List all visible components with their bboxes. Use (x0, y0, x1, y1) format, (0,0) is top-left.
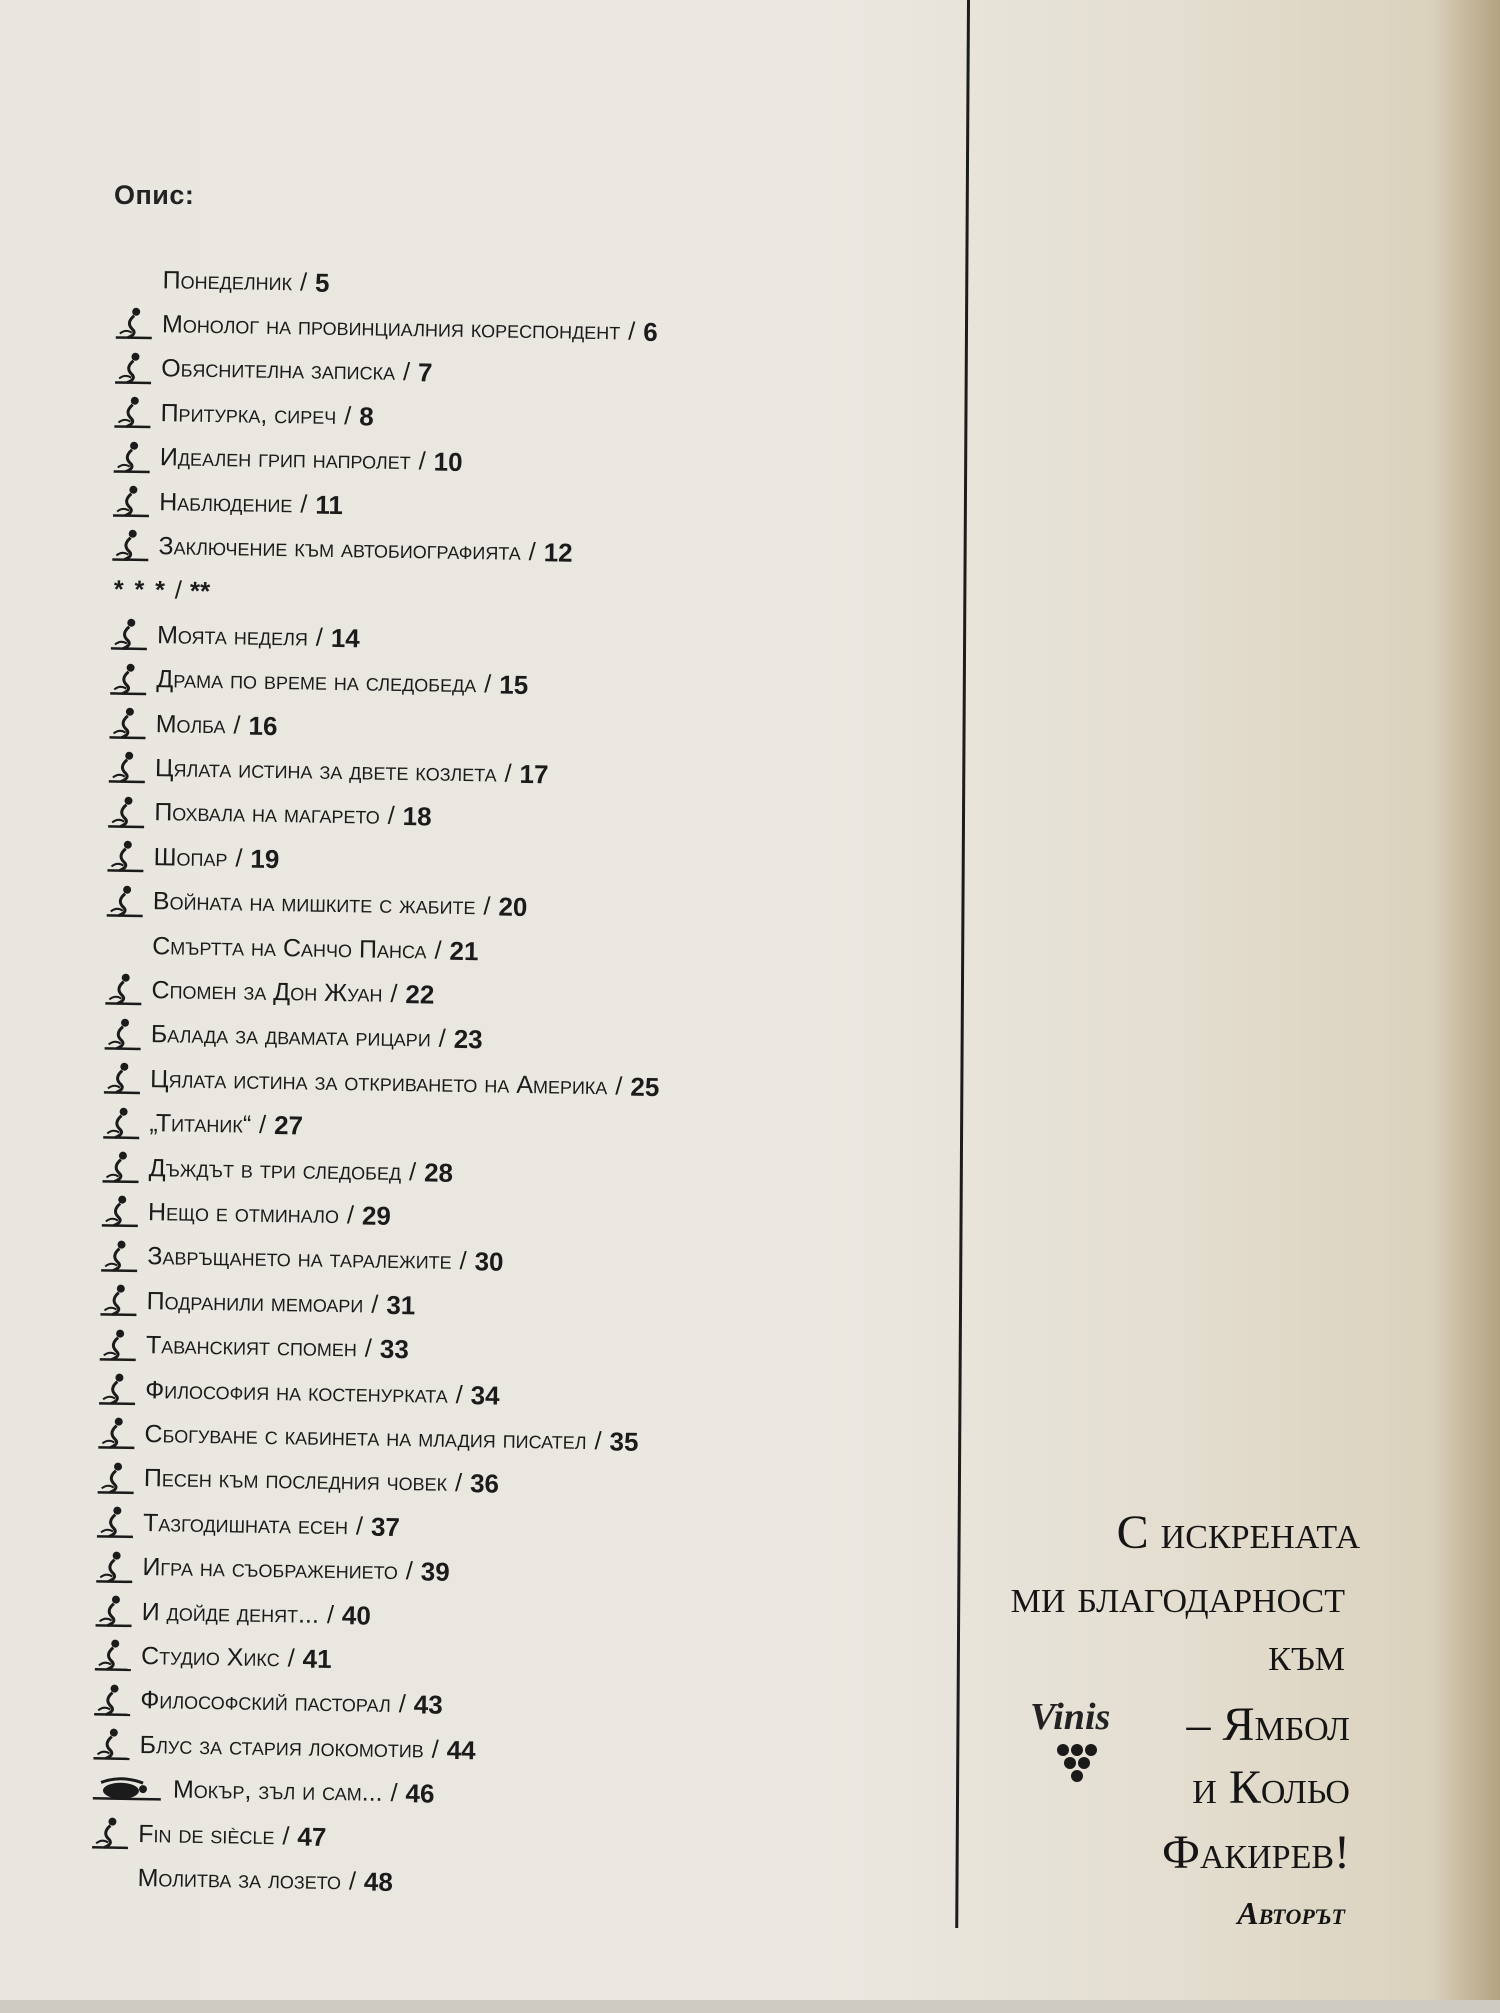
toc-entry-page: 14 (330, 622, 360, 654)
toc-entry-page: 39 (420, 1556, 450, 1587)
toc-separator: / (346, 1201, 355, 1230)
toc-entry (92, 1680, 443, 1725)
toc-separator: / (282, 1821, 290, 1850)
toc-entry-page: 20 (498, 891, 528, 923)
toc-entry-page: 8 (358, 400, 374, 432)
toc-entry (114, 259, 329, 302)
toc-entry-title: „Титаник“ (149, 1109, 252, 1139)
quill-icon (97, 1372, 142, 1407)
toc-entry-title: Таванският спомен (145, 1331, 358, 1363)
toc-entry-page: 17 (519, 758, 549, 790)
toc-entry-title: Молитва за лозето (137, 1863, 342, 1896)
toc-entry-page: 48 (363, 1866, 394, 1897)
toc-entry-title: Нещо е отминало (147, 1197, 340, 1229)
toc-entry (94, 1547, 450, 1593)
toc-separator: / (484, 670, 492, 699)
page-edge-shadow (1430, 0, 1500, 2000)
toc-entry-title: Драма по време на следобеда (156, 665, 477, 699)
toc-separator: / (235, 844, 243, 873)
toc-entry (108, 659, 528, 706)
toc-separator: / (371, 1290, 379, 1319)
toc-entry-page: 23 (453, 1024, 483, 1055)
toc-separator: / (483, 892, 491, 921)
quill-icon (109, 618, 154, 653)
toc-entry-title: Сбогуване с кабинета на младия писател (144, 1419, 587, 1455)
toc-separator: / (326, 1600, 335, 1629)
toc-entry (107, 703, 277, 746)
quill-icon (110, 529, 155, 564)
toc-entry-title: Понеделник (162, 265, 293, 296)
toc-entry-title: Войната на мишките с жабите (152, 887, 476, 921)
quill-icon (105, 884, 150, 919)
toc-entry-title: Заключение към автобиографията (158, 532, 521, 566)
quill-icon (100, 1150, 145, 1185)
toc-entry (104, 925, 479, 971)
toc-entry-title: Спомен за Дон Жуан (151, 976, 383, 1008)
toc-separator: / (174, 576, 183, 605)
toc-separator: / (615, 1072, 623, 1101)
toc-entry-title: Философский пасторал (140, 1686, 392, 1719)
quill-icon (98, 1284, 143, 1319)
toc-separator: / (431, 1735, 439, 1764)
toc-heading: Опис: (114, 180, 195, 210)
quill-icon (91, 1727, 136, 1762)
toc-entry (89, 1858, 393, 1903)
quill-icon (99, 1239, 144, 1274)
toc-entry-page: 6 (642, 316, 658, 347)
toc-entry (96, 1458, 500, 1504)
toc-entry (100, 1147, 453, 1193)
toc-separator: / (299, 267, 308, 296)
toc-entry-title: Тазгодишната есен (142, 1508, 349, 1540)
bird-icon (91, 1772, 170, 1807)
quill-icon (101, 1106, 146, 1141)
toc-entry-page: 18 (402, 801, 432, 832)
toc-separator: / (402, 358, 411, 387)
quill-icon (114, 307, 159, 342)
toc-separator: / (628, 317, 636, 346)
quill-icon (95, 1505, 140, 1540)
quill-icon (102, 1062, 147, 1097)
toc-entry-page: 41 (302, 1643, 332, 1674)
quill-icon (111, 484, 156, 519)
toc-separator: / (233, 710, 241, 739)
toc-separator: / (348, 1867, 357, 1896)
quill-icon (96, 1417, 141, 1452)
dedication-line-1: С искрената (1116, 1506, 1360, 1559)
toc-entry-title: Смъртта на Санчо Панса (152, 931, 427, 964)
toc-entry-title: Монолог на провинциалния кореспондент (161, 310, 621, 346)
quill-icon (103, 973, 148, 1008)
toc-entry (91, 1724, 476, 1770)
toc-separator: / (258, 1110, 267, 1140)
toc-separator: / (387, 802, 395, 831)
toc-entry-page: 43 (413, 1689, 443, 1721)
toc-entry (103, 970, 434, 1015)
toc-entry-title: Философия на костенурката (145, 1375, 448, 1409)
quill-icon (112, 440, 157, 475)
toc-entry-page: 11 (315, 489, 344, 520)
toc-entry-title: Моята неделя (156, 620, 309, 652)
toc-entry (97, 1369, 500, 1415)
toc-entry-page: 37 (370, 1511, 401, 1542)
quill-icon (94, 1594, 139, 1629)
toc-entry (109, 570, 210, 612)
author-signature: Авторът (1237, 1895, 1345, 1931)
toc-entry (111, 481, 343, 525)
toc-separator: / (594, 1427, 602, 1456)
toc-separator: / (405, 1557, 414, 1586)
toc-entry-page: 16 (248, 710, 278, 741)
toc-entry-page: 30 (474, 1246, 504, 1277)
toc-separator: / (438, 1024, 446, 1054)
quill-icon (112, 396, 157, 431)
toc-entry-page: 25 (630, 1071, 660, 1102)
toc-entry-title: Молба (155, 709, 226, 739)
toc-entry-page: 22 (405, 978, 435, 1010)
toc-entry (93, 1636, 332, 1680)
toc-entry (107, 748, 549, 795)
quill-icon (100, 1195, 145, 1230)
toc-entry (106, 792, 432, 837)
toc-entry (91, 1769, 435, 1814)
quill-icon (94, 1550, 139, 1585)
toc-entry-title: Подранили мемоари (146, 1286, 364, 1319)
toc-entry (103, 1014, 483, 1060)
toc-entry-page: 27 (273, 1110, 304, 1141)
toc-entry (96, 1414, 639, 1463)
toc-entry-page: ** (189, 575, 211, 607)
toc-entry-title: Притурка, сиреч (160, 398, 337, 430)
quill-icon (108, 662, 153, 697)
toc-entry-page: 46 (405, 1778, 435, 1809)
toc-entry (105, 837, 279, 880)
quill-icon (96, 1461, 141, 1496)
quill-icon (103, 1017, 148, 1052)
toc-entry (113, 348, 433, 393)
toc-entry-page: 21 (449, 935, 479, 966)
quill-icon (92, 1683, 137, 1718)
toc-separator: / (355, 1512, 364, 1541)
toc-entry-title: Обяснителна записка (161, 354, 396, 387)
toc-separator: / (504, 759, 512, 788)
quill-icon (98, 1328, 143, 1363)
toc-entry-page: 19 (250, 843, 280, 874)
toc-entry-title: Мокър, зъл и сам... (172, 1775, 383, 1807)
toc-entry-title: Наблюдение (158, 487, 293, 518)
toc-entry-page: 34 (470, 1379, 500, 1411)
toc-separator: / (418, 447, 426, 476)
toc-separator: / (454, 1469, 463, 1498)
toc-entry-title: Идеален грип напролет (159, 443, 411, 476)
quill-icon (93, 1639, 138, 1674)
toc-entry (98, 1325, 409, 1370)
dedication-line-6: Факирев! (1161, 1826, 1350, 1879)
toc-entry (109, 615, 360, 659)
toc-entry-page: 15 (499, 669, 529, 701)
toc-entry-title: * * * (113, 575, 168, 605)
toc-entry-title: Студио Хикс (140, 1641, 280, 1673)
toc-entry (112, 393, 374, 437)
toc-entry-page: 35 (609, 1426, 639, 1457)
toc-entry (114, 304, 658, 353)
toc-separator: / (390, 1779, 398, 1808)
toc-entry-page: 29 (361, 1200, 392, 1231)
toc-entry (99, 1236, 504, 1282)
quill-icon (105, 840, 150, 875)
blank-bullet (110, 573, 111, 607)
dedication-line-5: и Кольо (1192, 1761, 1350, 1814)
toc-entry (102, 1059, 660, 1108)
toc-entry (90, 1813, 327, 1857)
toc-entry-page: 44 (446, 1734, 476, 1765)
quill-icon (107, 706, 152, 741)
grapes-icon (1055, 1743, 1101, 1783)
toc-entry-page: 28 (423, 1156, 454, 1188)
toc-entry-page: 7 (417, 357, 433, 388)
toc-entry-title: Дъждът в три следобед (148, 1153, 402, 1186)
toc-entry-title: Цялата истина за откриването на Америка (149, 1064, 608, 1100)
toc-separator: / (344, 401, 352, 430)
toc-entry-title: И дойде денят... (141, 1597, 320, 1629)
toc-entry-title: Балада за двамата рицари (150, 1020, 431, 1053)
toc-entry-title: Завръщането на таралежите (147, 1242, 452, 1276)
quill-icon (113, 351, 158, 386)
quill-icon (107, 751, 152, 786)
toc-entry (105, 881, 528, 928)
toc-separator: / (390, 979, 398, 1008)
toc-entry (93, 1591, 371, 1635)
toc-entry-title: Шопар (153, 842, 228, 872)
toc-entry-page: 40 (341, 1599, 372, 1631)
dedication-line-3: към (1268, 1628, 1345, 1681)
toc-separator: / (528, 537, 536, 566)
toc-entry-title: Fin de siècle (138, 1819, 275, 1850)
vinis-logo-text: Vinis (1030, 1696, 1111, 1738)
dedication-line-4: – Ямбол (1186, 1698, 1350, 1751)
toc-separator: / (408, 1157, 417, 1186)
quill-icon (90, 1816, 135, 1851)
toc-entry (101, 1103, 303, 1146)
toc-entry-title: Блус за стария локомотив (139, 1730, 425, 1764)
toc-entry (110, 526, 573, 573)
toc-separator: / (398, 1690, 407, 1719)
toc-entry-title: Цялата истина за двете козлета (154, 754, 497, 788)
toc-entry-page: 12 (543, 537, 573, 568)
toc-separator: / (364, 1334, 373, 1363)
toc-entry-title: Песен към последния човек (143, 1464, 448, 1498)
toc-entry-title: Игра на съображението (142, 1553, 399, 1586)
toc-separator: / (287, 1644, 295, 1673)
toc-entry (95, 1502, 400, 1547)
toc-entry-page: 47 (297, 1821, 327, 1852)
toc-entry-page: 5 (314, 267, 330, 298)
dedication-line-2: ми благодарност (1010, 1570, 1345, 1623)
toc-separator: / (459, 1247, 467, 1276)
toc-separator: / (315, 623, 324, 652)
toc-entry (112, 437, 463, 483)
toc-entry-page: 33 (379, 1333, 410, 1365)
toc-entry-page: 31 (386, 1289, 416, 1320)
toc-entry-page: 10 (433, 446, 463, 478)
toc-entry (100, 1192, 391, 1237)
toc-entry (98, 1281, 415, 1326)
toc-separator: / (434, 936, 442, 965)
toc-separator: / (455, 1380, 463, 1409)
toc-entry-title: Похвала на магарето (154, 798, 380, 830)
quill-icon (106, 795, 151, 830)
toc-entry-page: 36 (469, 1468, 500, 1499)
toc-separator: / (300, 489, 308, 519)
